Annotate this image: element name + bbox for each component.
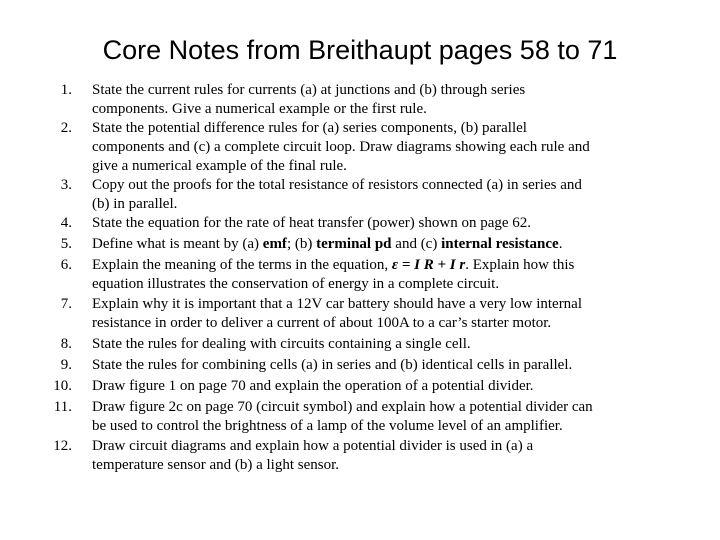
item-text: State the rules for combining cells (a) in series and (b) identical cells in parallel.: [92, 357, 573, 373]
item-text: Draw figure 1 on page 70 and explain the operation of a potential divider.: [92, 378, 534, 394]
item-number: 1.: [60, 82, 72, 98]
emf-equation: ε = I R + I r: [391, 257, 466, 273]
item-text: Explain why it is important that a 12V car battery should have a very low internal resistance in order to deliver a current of about 100A to a car’s starter motor.: [92, 296, 583, 331]
item-text: State the potential difference rules for (a) series components, (b) parallel components and (c) a complete circuit loop. Draw diagrams showing each rule and give a numerical example of the final rule.: [92, 120, 590, 174]
item-number: 6.: [60, 257, 72, 273]
item-text: State the rules for dealing with circuits containing a single cell.: [92, 336, 471, 352]
page-title: Core Notes from Breithaupt pages 58 to 71: [102, 35, 618, 65]
term-emf: emf: [262, 236, 287, 252]
item-text: State the current rules for currents (a) at junctions and (b) through series components. Give a numerical example or the first rule.: [92, 82, 526, 117]
item-number: 10.: [53, 378, 72, 394]
item-number: 2.: [60, 120, 72, 136]
item-text: State the equation for the rate of heat transfer (power) shown on page 62.: [92, 215, 532, 231]
item-text: Define what is meant by (a) emf; (b) terminal pd and (c) internal resistance.: [92, 236, 563, 252]
item-number: 8.: [60, 336, 72, 352]
item-text: Explain the meaning of the terms in the equation, ε = I R + I r. Explain how this equation illustrates the conservation of energy in a complete circuit.: [92, 257, 575, 292]
term-internal-resistance: internal resistance: [441, 236, 559, 252]
item-number: 3.: [60, 177, 72, 193]
item-number: 9.: [60, 357, 72, 373]
term-terminal-pd: terminal pd: [316, 236, 392, 252]
item-text: Copy out the proofs for the total resistance of resistors connected (a) in series and (b) in parallel.: [92, 177, 582, 212]
item-number: 12.: [53, 438, 72, 454]
item-text: Draw figure 2c on page 70 (circuit symbol) and explain how a potential divider can be used to control the brightness of a lamp of the volume level of an amplifier.: [92, 399, 593, 434]
item-number: 11.: [53, 399, 72, 415]
item-number: 5.: [60, 236, 72, 252]
item-text: Draw circuit diagrams and explain how a potential divider is used in (a) a temperature sensor and (b) a light sensor.: [92, 438, 534, 473]
item-number: 7.: [60, 296, 72, 312]
item-number: 4.: [60, 215, 72, 231]
